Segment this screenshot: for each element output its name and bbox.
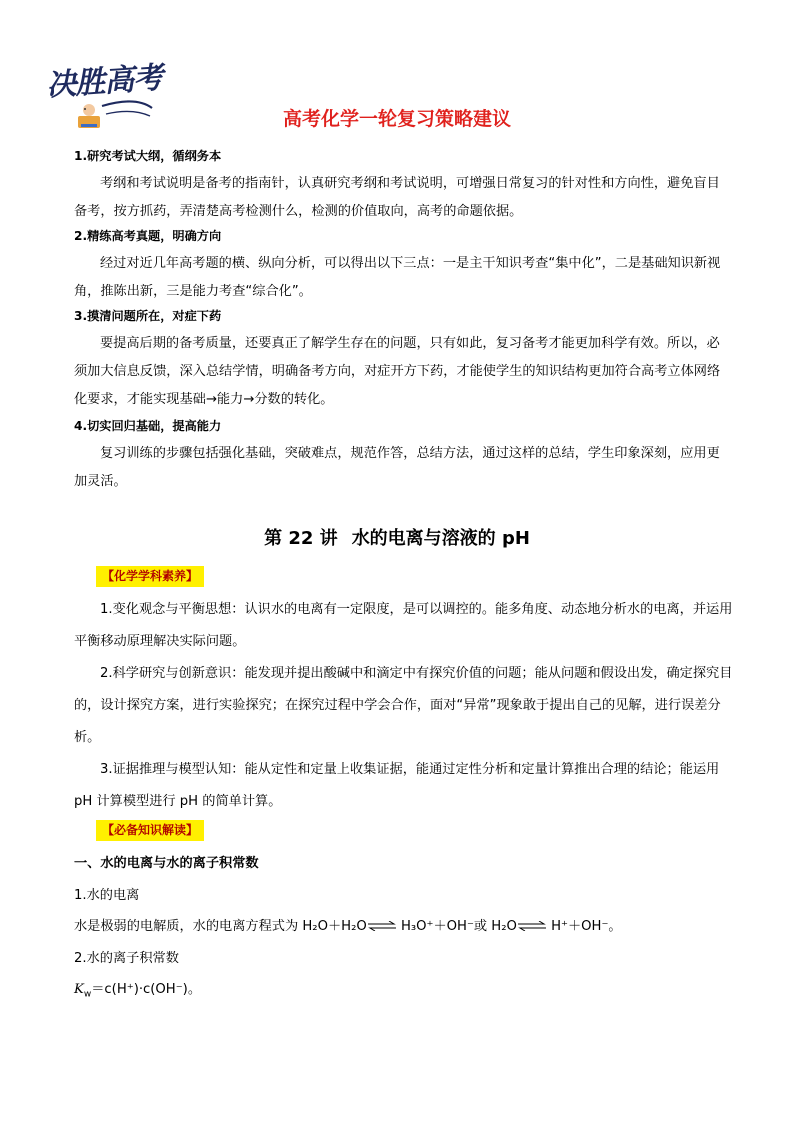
strategy-body: 经过对近几年高考题的横、纵向分析，可以得出以下三点：一是主干知识考查“集中化”，二是基础知识新视角，推陈出新，三是能力考查“综合化”。 — [74, 256, 721, 299]
strategy-heading: 2.精练高考真题，明确方向 — [74, 229, 222, 243]
kw-formula — [74, 978, 201, 1000]
sub-heading: 2.水的离子积常数 — [74, 951, 179, 966]
literacy-item: 3.证据推理与模型认知：能从定性和定量上收集证据，能通过定性分析和定量计算推出合理的结论；能运用 pH 计算模型进行 pH 的简单计算。 — [74, 762, 720, 809]
lecture-name: 水的电离与溶液的 pH — [351, 528, 530, 549]
logo-text: 决胜高考 — [45, 60, 164, 104]
equation-part: H₂O＋H₂O — [302, 919, 367, 934]
lecture-title — [0, 524, 794, 550]
equilibrium-arrow-icon — [517, 921, 547, 931]
strategy-2 — [74, 222, 722, 306]
strategy-body: 要提高后期的备考质量，还要真正了解学生存在的问题，只有如此，复习备考才能更加科学有效。所以，必须加大信息反馈，深入总结学情，明确备考方向，对症开方下药，才能使学生的知识结构更加符合高考立体网络化要求，才能实现基础→能力→分数的转化。 — [74, 336, 721, 407]
strategy-4 — [74, 412, 722, 496]
equation-part: H₃O⁺＋OH⁻或 H₂O — [396, 919, 517, 934]
strategy-1 — [74, 142, 722, 226]
literacy-item: 1.变化观念与平衡思想：认识水的电离有一定限度，是可以调控的。能多角度、动态地分析水的电离，并运用平衡移动原理解决实际问题。 — [74, 602, 733, 649]
strategy-heading: 3.摸清问题所在，对症下药 — [74, 309, 222, 323]
equation-prefix: 水是极弱的电解质，水的电离方程式为 — [74, 919, 303, 934]
kw-expression: ＝c(H⁺)·c(OH⁻)。 — [91, 982, 202, 997]
tag-knowledge: 【必备知识解读】 — [96, 820, 204, 841]
strategy-body: 复习训练的步骤包括强化基础，突破难点，规范作答，总结方法，通过这样的总结，学生印象深刻，应用更加灵活。 — [74, 446, 720, 489]
strategy-3 — [74, 302, 722, 414]
sub-heading: 1.水的电离 — [74, 888, 140, 903]
ionization-equation — [74, 915, 622, 934]
main-title: 高考化学一轮复习策略建议 — [282, 108, 511, 130]
literacy-item: 2.科学研究与创新意识：能发现并提出酸碱中和滴定中有探究价值的问题；能从问题和假设出发，确定探究目的，设计探究方案，进行实验探究；在探究过程中学会合作，面对“异常”现象敢于提出自己的见解，进行误差分析。 — [74, 666, 733, 745]
strategy-heading: 4.切实回归基础，提高能力 — [74, 419, 222, 433]
strategy-body: 考纲和考试说明是备考的指南针，认真研究考纲和考试说明，可增强日常复习的针对性和方向性，避免盲目备考，按方抓药，弄清楚高考检测什么，检测的价值取向，高考的命题依据。 — [74, 176, 720, 219]
strategy-heading: 1.研究考试大纲，循纲务本 — [74, 149, 222, 163]
kw-subscript: w — [83, 989, 92, 1000]
equation-part: H⁺＋OH⁻。 — [546, 919, 622, 934]
lecture-number: 第 22 讲 — [264, 528, 338, 549]
section-heading: 一、水的电离与水的离子积常数 — [74, 856, 259, 871]
equilibrium-arrow-icon — [367, 921, 397, 931]
kw-symbol: K — [74, 982, 84, 997]
tag-literacy: 【化学学科素养】 — [96, 566, 204, 587]
